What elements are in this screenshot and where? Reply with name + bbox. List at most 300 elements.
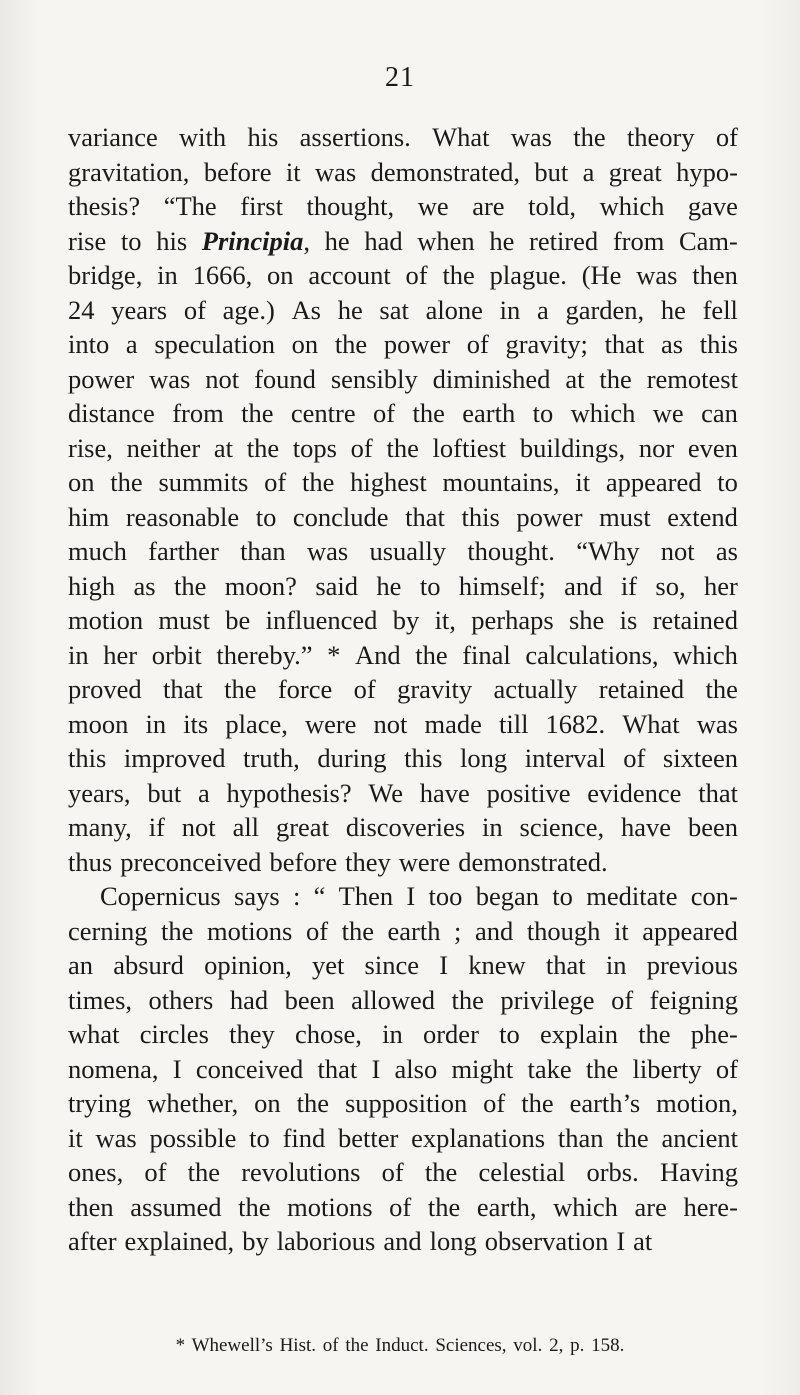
text-line bbox=[68, 1017, 738, 1052]
word: moon? bbox=[224, 570, 297, 601]
text-line bbox=[68, 638, 738, 673]
word: in bbox=[145, 708, 167, 739]
word: What bbox=[622, 708, 680, 739]
word: it bbox=[68, 1122, 83, 1153]
word: as bbox=[715, 536, 738, 566]
word: though bbox=[526, 915, 601, 946]
word: explanations bbox=[411, 1122, 546, 1153]
word: cerning bbox=[68, 915, 148, 946]
word: trying bbox=[68, 1088, 132, 1118]
text-line bbox=[68, 845, 738, 880]
word: extend bbox=[667, 501, 738, 532]
word: was bbox=[314, 156, 357, 187]
word: years bbox=[111, 294, 168, 325]
word: the bbox=[161, 915, 194, 946]
word: that bbox=[317, 1053, 358, 1084]
word: gravity; bbox=[505, 329, 588, 359]
word: usually bbox=[369, 536, 447, 566]
word: that bbox=[604, 329, 645, 359]
word: was bbox=[95, 1122, 137, 1153]
word: fell bbox=[702, 294, 738, 325]
text-line bbox=[68, 224, 738, 259]
word: by bbox=[392, 605, 420, 635]
word: positive bbox=[486, 777, 571, 808]
word: are bbox=[634, 1191, 667, 1222]
word: they bbox=[229, 1019, 275, 1049]
word: the bbox=[174, 570, 207, 601]
word: retained bbox=[598, 674, 685, 704]
word: whether, bbox=[147, 1088, 239, 1118]
word: the bbox=[599, 363, 632, 394]
word: at bbox=[565, 363, 585, 394]
word: which bbox=[553, 1191, 618, 1222]
word: the bbox=[424, 1157, 458, 1187]
word: explained, bbox=[124, 1226, 235, 1256]
word: but bbox=[147, 777, 182, 808]
word: calculations, bbox=[525, 639, 659, 670]
word: found bbox=[254, 363, 316, 394]
word: he bbox=[660, 294, 686, 325]
word: she bbox=[568, 605, 605, 635]
word: : bbox=[292, 881, 301, 911]
word: began bbox=[475, 881, 539, 911]
text-line bbox=[68, 431, 738, 466]
word: high bbox=[68, 570, 116, 601]
word: so, bbox=[655, 570, 686, 601]
text-line bbox=[68, 362, 738, 397]
word: find bbox=[282, 1122, 326, 1153]
word: thought. bbox=[467, 536, 555, 566]
word: long bbox=[460, 743, 508, 773]
word: have bbox=[419, 777, 470, 808]
word: others bbox=[148, 984, 214, 1015]
word: this bbox=[699, 329, 738, 359]
word: to bbox=[249, 1122, 270, 1153]
word: not bbox=[660, 536, 695, 566]
text-line bbox=[68, 948, 738, 983]
word: they bbox=[345, 846, 391, 877]
text-line bbox=[68, 1224, 738, 1259]
word: that bbox=[405, 501, 445, 532]
text-line bbox=[68, 569, 738, 604]
word: a bbox=[582, 156, 595, 187]
word: times, bbox=[68, 984, 133, 1015]
word: can bbox=[701, 398, 738, 428]
word: was bbox=[696, 708, 738, 739]
word: this bbox=[68, 743, 107, 773]
text-line bbox=[68, 741, 738, 776]
word: appeared bbox=[642, 915, 738, 946]
word: it bbox=[614, 915, 629, 946]
word: of bbox=[483, 1088, 506, 1118]
word: alone bbox=[425, 294, 483, 325]
word: says bbox=[234, 881, 280, 911]
word: her bbox=[103, 639, 138, 670]
word: Principia, bbox=[201, 225, 311, 256]
word: Cam- bbox=[678, 225, 738, 256]
word: not bbox=[373, 708, 408, 739]
word: on bbox=[254, 1088, 281, 1118]
word: the bbox=[616, 1122, 649, 1153]
word: all bbox=[232, 812, 260, 842]
word: ones, bbox=[68, 1157, 124, 1187]
word: when bbox=[417, 225, 475, 256]
word: demonstrated. bbox=[458, 846, 608, 877]
word: the bbox=[334, 329, 368, 359]
word: gravitation, bbox=[68, 156, 190, 187]
word: laborious bbox=[276, 1226, 376, 1256]
word: sat bbox=[379, 294, 409, 325]
word: we bbox=[417, 191, 449, 221]
word: gave bbox=[687, 191, 738, 221]
word: possible bbox=[149, 1122, 237, 1153]
word: since bbox=[364, 950, 419, 980]
word: the bbox=[427, 1191, 461, 1222]
word: liberty bbox=[632, 1053, 702, 1084]
text-line bbox=[68, 707, 738, 742]
word: motions bbox=[206, 915, 293, 946]
word: discoveries bbox=[345, 812, 466, 842]
word: summits bbox=[158, 467, 249, 497]
word: had bbox=[229, 984, 269, 1015]
word: great bbox=[608, 156, 662, 187]
word: 24 bbox=[68, 294, 95, 325]
word: farther bbox=[148, 536, 219, 566]
word: better bbox=[338, 1122, 399, 1153]
word: been bbox=[284, 984, 335, 1015]
word: him bbox=[68, 501, 110, 532]
word: and bbox=[474, 915, 514, 946]
text-line bbox=[68, 914, 738, 949]
word: revolutions bbox=[241, 1157, 361, 1187]
word: the bbox=[246, 432, 280, 463]
word: “ bbox=[313, 881, 326, 911]
word: a bbox=[536, 294, 549, 325]
word: are bbox=[472, 191, 505, 221]
word: first bbox=[240, 191, 283, 221]
word: I bbox=[616, 1226, 626, 1256]
word: of bbox=[623, 743, 646, 773]
word: motions bbox=[287, 1191, 373, 1222]
word: And bbox=[354, 639, 401, 670]
word: buildings, bbox=[519, 432, 626, 463]
word: earth bbox=[462, 398, 516, 428]
word: I bbox=[439, 950, 449, 980]
word: gravity bbox=[397, 674, 473, 704]
word: it bbox=[575, 467, 591, 497]
word: the bbox=[585, 1053, 619, 1084]
word: age.) bbox=[222, 294, 275, 325]
text-line bbox=[68, 293, 738, 328]
word: phe- bbox=[690, 1019, 738, 1049]
word: it bbox=[285, 156, 301, 187]
word: that bbox=[162, 674, 203, 704]
word: with bbox=[179, 122, 227, 152]
word: of bbox=[715, 122, 738, 152]
word: rise, bbox=[68, 432, 113, 463]
word: “The bbox=[163, 191, 217, 221]
word: sensibly bbox=[330, 363, 418, 394]
word: opinion, bbox=[204, 950, 292, 980]
word: many, bbox=[68, 812, 132, 842]
word: he bbox=[376, 570, 402, 601]
word: to bbox=[552, 881, 573, 911]
word: the bbox=[386, 432, 419, 463]
word: the bbox=[521, 1088, 554, 1118]
word: chose, bbox=[294, 1019, 362, 1049]
word: assumed bbox=[130, 1191, 222, 1222]
word: he bbox=[489, 225, 515, 256]
text-line bbox=[68, 1052, 738, 1087]
word: bridge, bbox=[68, 260, 143, 290]
word: on bbox=[68, 467, 95, 497]
word: loftiest bbox=[432, 432, 507, 463]
word: reasonable bbox=[125, 501, 240, 532]
word: a bbox=[197, 777, 210, 808]
word: its bbox=[183, 708, 209, 739]
word: we bbox=[652, 398, 684, 428]
word: than bbox=[557, 1122, 604, 1153]
word: during bbox=[317, 743, 387, 773]
word: was bbox=[149, 363, 191, 394]
word: truth, bbox=[243, 743, 300, 773]
word: improved bbox=[123, 743, 226, 773]
text-line bbox=[68, 1155, 738, 1190]
word: the bbox=[224, 674, 257, 704]
word: he bbox=[337, 294, 363, 325]
word: told, bbox=[528, 191, 576, 221]
word: on bbox=[291, 329, 319, 359]
word: motion, bbox=[656, 1088, 738, 1118]
word: his bbox=[247, 122, 279, 152]
word: of bbox=[389, 1191, 412, 1222]
word: to bbox=[419, 570, 441, 601]
word: explain bbox=[539, 1019, 618, 1049]
word: previous bbox=[646, 950, 738, 980]
word: were bbox=[398, 846, 451, 877]
word: into bbox=[68, 329, 110, 359]
word: then bbox=[68, 1191, 114, 1222]
word: her bbox=[704, 570, 738, 601]
word: neither bbox=[126, 432, 201, 463]
word: it, bbox=[434, 605, 456, 635]
word: was bbox=[510, 122, 552, 152]
word: in bbox=[481, 812, 503, 842]
word: celestial bbox=[478, 1157, 566, 1187]
word: perhaps bbox=[471, 605, 554, 635]
word: to bbox=[499, 1019, 520, 1049]
word: influenced bbox=[265, 605, 378, 635]
word: of bbox=[144, 1157, 167, 1187]
page-number: 21 bbox=[385, 62, 415, 93]
word: final bbox=[462, 639, 511, 670]
text-line bbox=[68, 327, 738, 362]
word: a bbox=[125, 329, 138, 359]
text-line bbox=[68, 672, 738, 707]
word: con- bbox=[690, 881, 738, 911]
book-title-italic: Principia bbox=[201, 225, 304, 256]
word: * bbox=[327, 639, 341, 670]
word: diminished bbox=[432, 363, 551, 394]
word: and bbox=[383, 1226, 422, 1256]
word: conclude bbox=[292, 501, 389, 532]
word: in bbox=[499, 294, 521, 325]
word: the bbox=[241, 398, 274, 428]
word: 1666, bbox=[192, 260, 253, 290]
word: his bbox=[156, 225, 188, 256]
word: in bbox=[605, 950, 627, 980]
word: rise bbox=[68, 225, 107, 256]
word: mountains, bbox=[442, 467, 560, 497]
word: highest bbox=[350, 467, 427, 497]
word: also bbox=[394, 1053, 438, 1084]
word: and bbox=[564, 570, 603, 601]
text-line bbox=[68, 1121, 738, 1156]
word: on bbox=[267, 260, 294, 290]
word: himself; bbox=[458, 570, 546, 601]
word: made bbox=[424, 708, 482, 739]
word: the bbox=[301, 467, 335, 497]
word: variance bbox=[68, 122, 158, 152]
word: even bbox=[687, 432, 738, 463]
word: earth, bbox=[476, 1191, 537, 1222]
word: years, bbox=[68, 777, 131, 808]
text-line bbox=[68, 500, 738, 535]
word: were bbox=[304, 708, 357, 739]
word: remotest bbox=[646, 363, 738, 394]
word: be bbox=[225, 605, 251, 635]
word: hypo- bbox=[676, 156, 738, 187]
word: I bbox=[371, 1053, 381, 1084]
word: of bbox=[381, 1157, 404, 1187]
word: by bbox=[242, 1226, 269, 1256]
word: been bbox=[687, 812, 738, 842]
text-line bbox=[68, 465, 738, 500]
word: thus bbox=[68, 846, 113, 877]
word: centre bbox=[290, 398, 356, 428]
word: if bbox=[620, 570, 637, 601]
text-line bbox=[68, 1086, 738, 1121]
word: ; bbox=[454, 915, 462, 946]
word: 1682. bbox=[545, 708, 606, 739]
word: retained bbox=[652, 605, 738, 635]
text-line bbox=[68, 396, 738, 431]
word: not bbox=[181, 812, 216, 842]
word: but bbox=[534, 156, 569, 187]
word: that bbox=[545, 950, 586, 980]
word: of bbox=[611, 984, 634, 1015]
word: moon bbox=[68, 708, 129, 739]
word: then bbox=[692, 260, 738, 290]
word: in bbox=[68, 639, 89, 670]
word: observation bbox=[484, 1226, 609, 1256]
word: place, bbox=[225, 708, 288, 739]
word: conceived bbox=[195, 1053, 304, 1084]
word: after bbox=[68, 1226, 117, 1256]
word: the bbox=[705, 674, 738, 704]
word: demonstrated, bbox=[370, 156, 520, 187]
word: garden, bbox=[565, 294, 645, 325]
word: assertions. bbox=[299, 122, 411, 152]
word: thereby.” bbox=[216, 639, 313, 670]
word: at bbox=[633, 1226, 653, 1256]
footnote: * Whewell’s Hist. of the Induct. Sciences, vol. 2, p. 158. bbox=[175, 1335, 625, 1356]
word: nor bbox=[638, 432, 675, 463]
word: of bbox=[353, 674, 376, 704]
word: which bbox=[673, 639, 738, 670]
text-line bbox=[68, 603, 738, 638]
word: much bbox=[68, 536, 127, 566]
word: must bbox=[599, 501, 651, 532]
word: of bbox=[305, 915, 329, 946]
word: to bbox=[717, 467, 738, 497]
word: Then bbox=[338, 881, 394, 911]
word: As bbox=[291, 294, 321, 325]
text-line bbox=[68, 258, 738, 293]
word: privilege bbox=[500, 984, 595, 1015]
word: theory bbox=[626, 122, 695, 152]
word: of bbox=[183, 294, 206, 325]
word: supposition bbox=[344, 1088, 468, 1118]
word: We bbox=[368, 777, 404, 808]
word: earth’s bbox=[569, 1088, 641, 1118]
word: orbs. bbox=[586, 1157, 639, 1187]
word: of bbox=[264, 467, 287, 497]
word: too bbox=[428, 881, 463, 911]
word: feigning bbox=[649, 984, 738, 1015]
word: was bbox=[306, 536, 349, 566]
word: earth bbox=[387, 915, 441, 946]
word: thesis? bbox=[68, 191, 141, 221]
word: before bbox=[203, 156, 272, 187]
word: the bbox=[110, 467, 143, 497]
word: sixteen bbox=[662, 743, 738, 773]
word: tops bbox=[292, 432, 337, 463]
word: of bbox=[350, 432, 373, 463]
word: this bbox=[404, 743, 443, 773]
word: take bbox=[527, 1053, 572, 1084]
word: great bbox=[275, 812, 329, 842]
word: evidence bbox=[587, 777, 682, 808]
word: an bbox=[68, 950, 94, 980]
word: knew bbox=[468, 950, 526, 980]
word: interval bbox=[524, 743, 606, 773]
word: thought, bbox=[306, 191, 395, 221]
word: of bbox=[466, 329, 489, 359]
text-line bbox=[68, 1190, 738, 1225]
word: the bbox=[341, 915, 374, 946]
word: (He bbox=[581, 260, 622, 290]
word: till bbox=[499, 708, 529, 739]
body-text bbox=[68, 120, 738, 1259]
text-line bbox=[68, 983, 738, 1018]
word: account bbox=[308, 260, 391, 290]
word: as bbox=[660, 329, 684, 359]
word: science, bbox=[519, 812, 605, 842]
word: than bbox=[240, 536, 286, 566]
word: the bbox=[412, 398, 445, 428]
word: the bbox=[238, 1191, 271, 1222]
text-line bbox=[68, 534, 738, 569]
word: which bbox=[599, 191, 665, 221]
word: to bbox=[255, 501, 277, 532]
word: the bbox=[638, 1019, 671, 1049]
word: the bbox=[573, 122, 606, 152]
word: “Why bbox=[576, 536, 640, 566]
word: absurd bbox=[113, 950, 184, 980]
word: preconceived bbox=[120, 846, 262, 877]
word: yet bbox=[311, 950, 345, 980]
